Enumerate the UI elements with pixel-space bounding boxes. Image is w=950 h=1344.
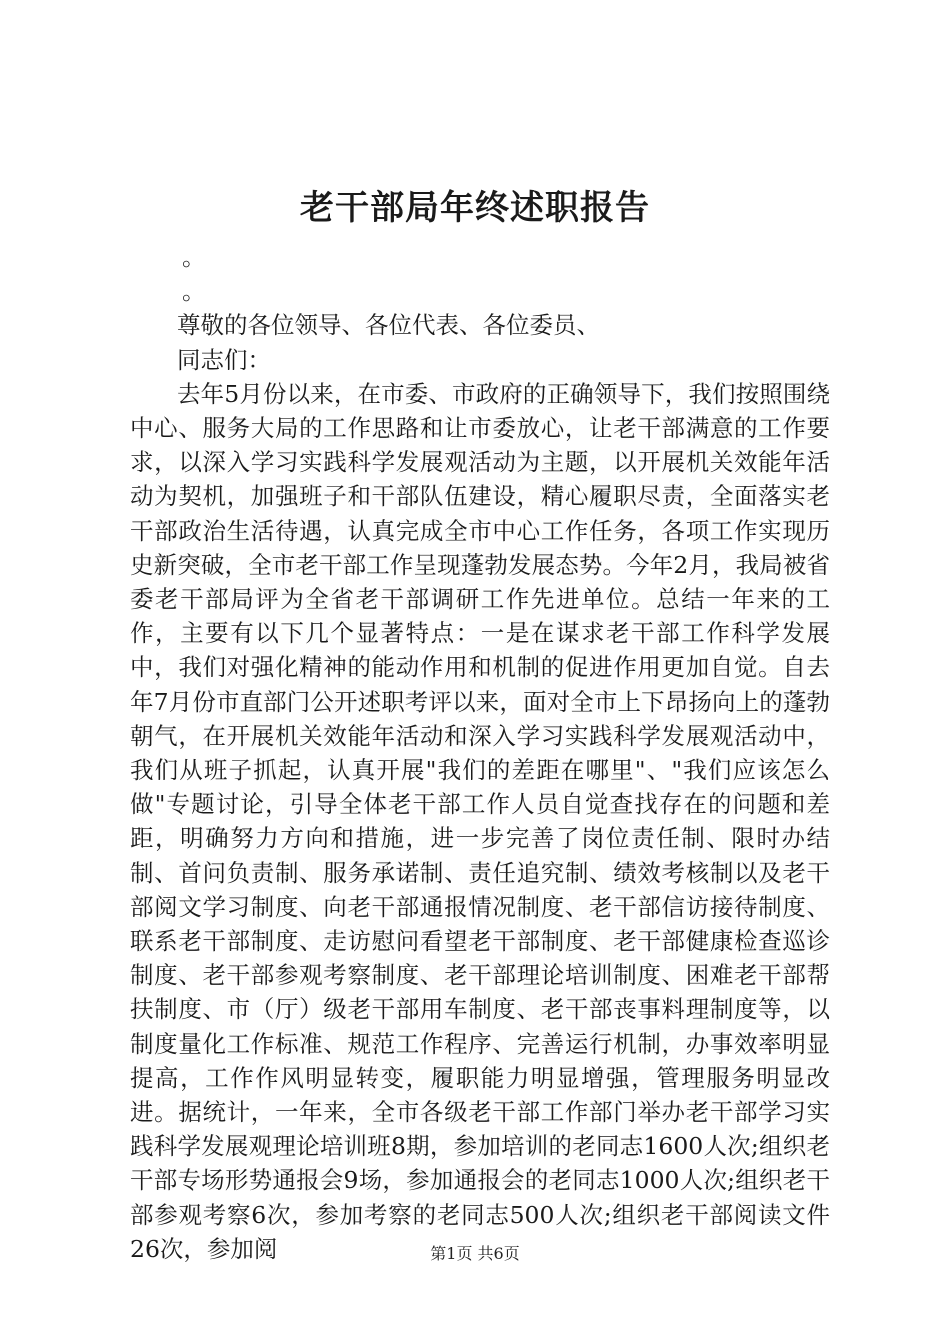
- document-title: 老干部局年终述职报告: [300, 188, 650, 228]
- body-paragraph: 去年5月份以来，在市委、市政府的正确领导下，我们按照围绕中心、服务大局的工作思路和让市委放心，让老干部满意的工作要求，以深入学习实践科学发展观活动为主题，以开展机关效能年活动为契机，加强班子和干部队伍建设，精心履职尽责，全面落实老干部政治生活待遇，认真完成全市中心工作任务，各项工作实现历史新突破，全市老干部工作呈现蓬勃发展态势。今年2月，我局被省委老干部局评为全省老干部调研工作先进单位。总结一年来的工作，主要有以下几个显著特点：一是在谋求老干部工作科学发展中，我们对强化精神的能动作用和机制的促进作用更加自觉。自去年7月份市直部门公开述职考评以来，面对全市上下昂扬向上的蓬勃朝气，在开展机关效能年活动和深入学习实践科学发展观活动中，我们从班子抓起，认真开展"我们的差距在哪里"、"我们应该怎么做"专题讨论，引导全体老干部工作人员自觉查找存在的问题和差距，明确努力方向和措施，进一步完善了岗位责任制、限时办结制、首问负责制、服务承诺制、责任追究制、绩效考核制以及老干部阅文学习制度、向老干部通报情况制度、老干部信访接待制度、联系老干部制度、走访慰问看望老干部制度、老干部健康检查巡诊制度、老干部参观考察制度、老干部理论培训制度、困难老干部帮扶制度、市（厅）级老干部用车制度、老干部丧事料理制度等，以制度量化工作标准、规范工作程序、完善运行机制，办事效率明显提高，工作作风明显转变，履职能力明显增强，管理服务明显改进。据统计，一年来，全市各级老干部工作部门举办老干部学习实践科学发展观理论培训班8期，参加培训的老同志1600人次;组织老干部专场形势通报会9场，参加通报会的老同志1000人次;组织老干部参观考察6次，参加考察的老同志500人次;组织老干部阅读文件26次，参加阅: [130, 379, 830, 1263]
- page-footer: 第1页 共6页: [430, 1244, 520, 1263]
- salutation-line: 同志们：: [177, 345, 271, 374]
- blank-mark-line: 。: [182, 243, 206, 271]
- document-body: [130, 240, 830, 1266]
- salutation-line: 尊敬的各位领导、各位代表、各位委员、: [177, 311, 600, 340]
- blank-mark-line: 。: [182, 277, 206, 306]
